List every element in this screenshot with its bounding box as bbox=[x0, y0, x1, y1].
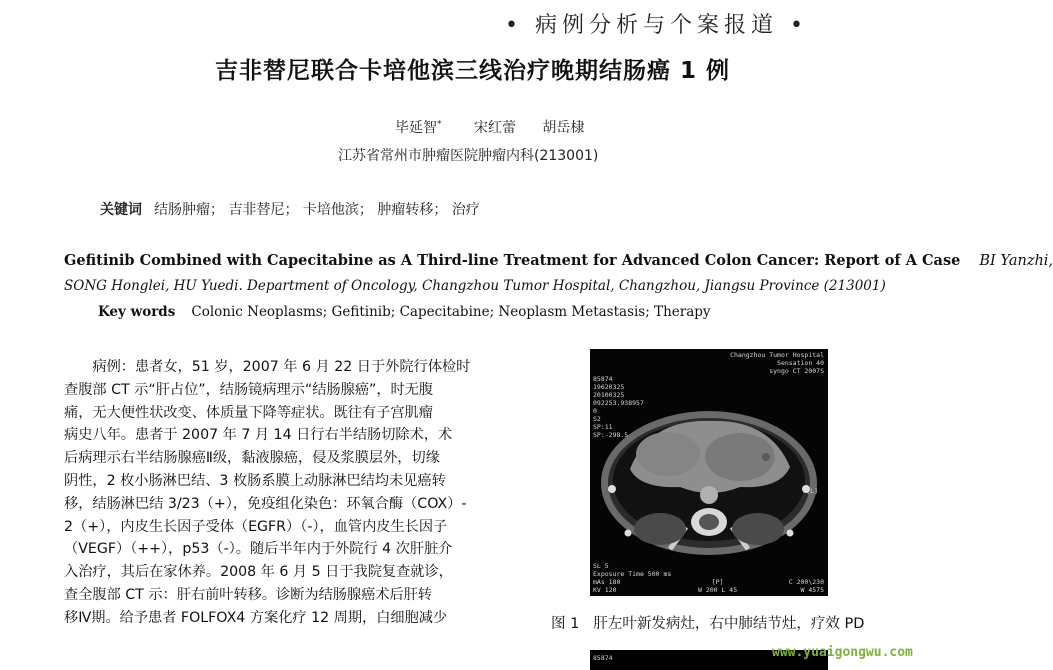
ct-overlay-text: KV 120 bbox=[593, 586, 617, 594]
ct-overlay-text: W 4575 bbox=[800, 586, 824, 594]
author-3: 胡岳棣 bbox=[542, 120, 585, 136]
english-authors-affiliation: SONG Honglei, HU Yuedi. Department of Oncology, Changzhou Tumor Hospital, Changzhou, Jiangsu Province (213001) bbox=[64, 278, 886, 294]
ct-overlay-top-left bbox=[593, 375, 644, 439]
body-line: 移Ⅳ期。给予患者 FOLFOX4 方案化疗 12 周期，白细胞减少 bbox=[64, 609, 448, 626]
ct-overlay-text: 0 bbox=[593, 407, 597, 415]
ct-overlay-text: SP:11 bbox=[593, 423, 613, 431]
body-line: 病例：患者女，51 岁，2007 年 6 月 22 日于外院行体检时 bbox=[92, 359, 471, 375]
ct-overlay-text: [P] bbox=[711, 578, 724, 586]
ct-overlay-text: Exposure Time 500 ms bbox=[593, 570, 672, 578]
watermark: www.yuaigongwu.com bbox=[772, 645, 913, 660]
body-line: 后病理示右半结肠腺癌Ⅱ级，黏液腺癌，侵及浆膜层外，切缘 bbox=[64, 450, 440, 467]
ct-overlay-text: 85874 bbox=[593, 375, 613, 383]
english-keywords-items: Colonic Neoplasms; Gefitinib; Capecitabine; Neoplasm Metastasis; Therapy bbox=[191, 304, 711, 320]
section-header: • 病例分析与个案报道 • bbox=[505, 13, 808, 38]
ct-overlay-top-right bbox=[730, 351, 824, 375]
paper-title: 吉非替尼联合卡培他滨三线治疗晚期结肠癌 1 例 bbox=[214, 58, 731, 84]
english-keywords-label: Key words bbox=[98, 304, 176, 320]
english-title-text: Gefitinib Combined with Capecitabine as A Third-line Treatment for Advanced Colon Cancer: Report of A Case bbox=[64, 252, 961, 269]
case-body-text bbox=[64, 356, 476, 630]
keywords-cn-label: 关键词 bbox=[100, 202, 142, 218]
ct-overlay-text: mAs 180 bbox=[593, 578, 621, 586]
figure-caption-text: 肝左叶新发病灶，右中肺结节灶，疗效 PD bbox=[593, 616, 865, 632]
ct-overlay-text: W 200 L 45 bbox=[698, 586, 738, 594]
ct-overlay-text: S2 bbox=[593, 415, 601, 423]
author-2: 宋红蕾 bbox=[473, 120, 516, 136]
ct-overlay-bottom-left bbox=[593, 562, 671, 594]
ct-overlay-text: Sensation 40 bbox=[777, 359, 824, 367]
keywords-cn bbox=[100, 199, 480, 219]
ct-overlay-text: C 200\230 bbox=[788, 578, 824, 586]
ct-overlay-text: SL 5 bbox=[593, 562, 609, 570]
ct-overlay-bottom-right bbox=[789, 578, 824, 594]
ct-overlay-side-marker: [L] bbox=[806, 487, 818, 495]
body-line: 查腹部 CT 示“肝占位”，结肠镜病理示“结肠腺癌”，时无腹 bbox=[64, 381, 434, 398]
english-author-first: BI Yanzhi, bbox=[979, 253, 1053, 269]
english-keywords bbox=[98, 304, 711, 320]
ct-overlay-text: 20100325 bbox=[593, 391, 625, 399]
body-line: （VEGF）（++），p53（-）。随后半年内于外院行 4 次肝脏介 bbox=[64, 541, 453, 558]
ct-overlay-text: syngo CT 2007S bbox=[769, 367, 824, 375]
body-line: 阴性，2 枚小肠淋巴结、3 枚肠系膜上动脉淋巴结均未见癌转 bbox=[64, 472, 446, 489]
ct-overlay-text: SP:-298.5 bbox=[593, 431, 629, 439]
body-line: 2（+），内皮生长因子受体（EGFR）（-），血管内皮生长因子 bbox=[64, 518, 448, 535]
keywords-cn-items: 结肠肿瘤； 吉非替尼； 卡培他滨； 肿瘤转移； 治疗 bbox=[154, 202, 480, 218]
authors bbox=[395, 117, 584, 137]
ct-scan-image bbox=[590, 349, 828, 596]
body-line: 病史八年。患者于 2007 年 7 月 14 日行右半结肠切除术，术 bbox=[64, 427, 453, 444]
affiliation: 江苏省常州市肿瘤医院肿瘤内科(213001) bbox=[338, 148, 599, 164]
english-title bbox=[64, 252, 1053, 269]
ct-overlay-text: 85874 bbox=[593, 654, 613, 662]
corresponding-mark: * bbox=[437, 119, 442, 130]
ct-overlay-bottom-center bbox=[698, 578, 737, 594]
ct-overlay-text: Changzhou Tumor Hospital bbox=[730, 351, 824, 359]
body-line: 痛，无大便性状改变、体质量下降等症状。既往有子宫肌瘤 bbox=[64, 404, 433, 421]
ct-overlay-text: 092253.938957 bbox=[593, 399, 644, 407]
figure-caption bbox=[551, 612, 864, 633]
body-line: 查全腹部 CT 示：肝右前叶转移。诊断为结肠腺癌术后肝转 bbox=[64, 586, 433, 603]
ct-overlay-text: 19620325 bbox=[593, 383, 625, 391]
body-line: 入治疗，其后在家休养。2008 年 6 月 5 日于我院复查就诊， bbox=[64, 564, 453, 581]
figure-label: 图 1 bbox=[551, 616, 580, 632]
author-1: 毕延智 bbox=[395, 120, 437, 136]
body-line: 移，结肠淋巴结 3/23（+），免疫组化染色：环氧合酶（COX）- bbox=[64, 495, 467, 512]
